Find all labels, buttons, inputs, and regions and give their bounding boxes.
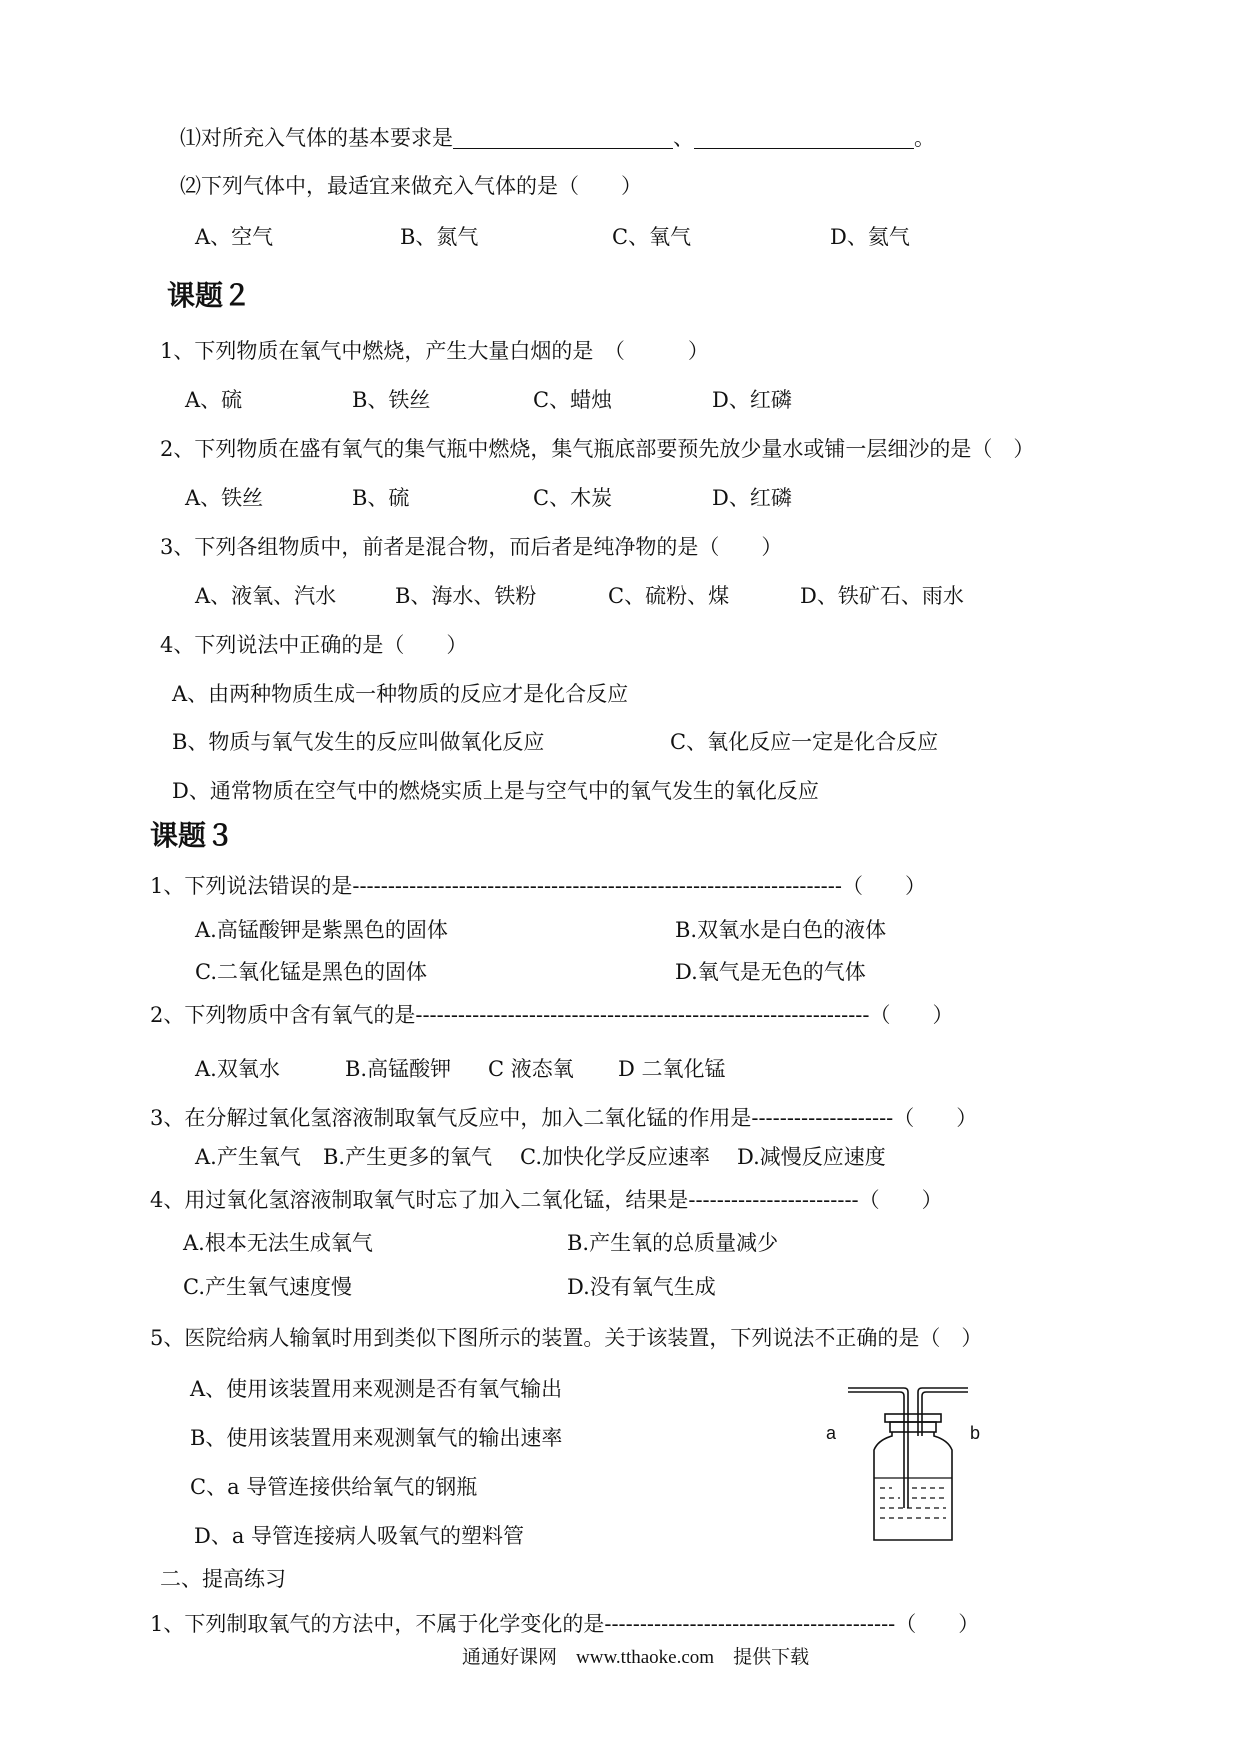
answer-blank[interactable]: [694, 128, 914, 149]
option-c: C、氧气: [612, 225, 692, 249]
separator: 、: [673, 126, 694, 150]
option-a: A.产生氧气: [195, 1145, 301, 1169]
option-d: D、a 导管连接病人吸氧气的塑料管: [194, 1524, 525, 1548]
question-text: 1、下列说法错误的是---------------------------------------------------------------------（ ）: [150, 874, 926, 898]
option-a: A、使用该装置用来观测是否有氧气输出: [190, 1377, 563, 1401]
option-c: C、a 导管连接供给氧气的钢瓶: [190, 1475, 478, 1499]
option-a: A、由两种物质生成一种物质的反应才是化合反应: [172, 682, 629, 706]
question-text: 3、在分解过氧化氢溶液制取氧气反应中，加入二氧化锰的作用是--------------------（ ）: [150, 1106, 978, 1130]
option-a: A、液氧、汽水: [195, 584, 337, 608]
option-b: B、铁丝: [352, 388, 431, 412]
option-b: B.产生氧的总质量减少: [567, 1231, 779, 1255]
option-d: D、红磷: [712, 388, 792, 412]
option-c: C 液态氧: [488, 1057, 574, 1081]
option-c: C.二氧化锰是黑色的固体: [195, 960, 427, 984]
section-heading: 课题３: [150, 819, 235, 852]
gas-bottle-figure: [840, 1378, 980, 1548]
period: 。: [914, 126, 935, 150]
option-d: D、铁矿石、雨水: [800, 584, 964, 608]
question-text: 4、用过氧化氢溶液制取氧气时忘了加入二氧化锰，结果是------------------------（ ）: [150, 1188, 943, 1212]
option-d: D 二氧化锰: [618, 1057, 726, 1081]
question-text: 1、下列物质在氧气中燃烧，产生大量白烟的是 （ ）: [160, 339, 709, 363]
option-c: C.产生氧气速度慢: [183, 1275, 352, 1299]
section-heading: 二、提高练习: [160, 1567, 286, 1591]
question-text: 2、下列物质中含有氧气的是----------------------------------------------------------------（ ）: [150, 1003, 954, 1027]
question-text: 4、下列说法中正确的是（ ）: [160, 633, 468, 657]
question-line: [180, 128, 935, 149]
option-a: A、空气: [195, 225, 274, 249]
option-d: D、通常物质在空气中的燃烧实质上是与空气中的氧气发生的氧化反应: [172, 779, 819, 803]
option-d: D、红磷: [712, 486, 792, 510]
tube-label-a: a: [826, 1423, 837, 1443]
answer-blank[interactable]: [453, 128, 673, 149]
option-b: B、使用该装置用来观测氧气的输出速率: [190, 1426, 563, 1450]
question-text: 5、医院给病人输氧时用到类似下图所示的装置。关于该装置，下列说法不正确的是（ ）: [150, 1326, 983, 1350]
option-a: A.双氧水: [195, 1057, 280, 1081]
option-c: C.加快化学反应速率: [520, 1145, 710, 1169]
option-b: B.高锰酸钾: [345, 1057, 452, 1081]
question-text: 2、下列物质在盛有氧气的集气瓶中燃烧，集气瓶底部要预先放少量水或铺一层细沙的是（ ）: [160, 437, 1035, 461]
option-b: B、物质与氧气发生的反应叫做氧化反应: [172, 730, 545, 754]
option-b: B、海水、铁粉: [395, 584, 537, 608]
option-c: C、硫粉、煤: [608, 584, 730, 608]
question-text: 3、下列各组物质中，前者是混合物，而后者是纯净物的是（ ）: [160, 535, 783, 559]
option-d: D、氦气: [830, 225, 910, 249]
section-heading: 课题２: [167, 279, 252, 312]
option-d: D.减慢反应速度: [737, 1145, 886, 1169]
question-text: 1、下列制取氧气的方法中，不属于化学变化的是-----------------------------------------（ ）: [150, 1612, 980, 1636]
option-c: C、木炭: [533, 486, 613, 510]
option-d: D.氧气是无色的气体: [675, 960, 866, 984]
option-b: B.产生更多的氧气: [323, 1145, 493, 1169]
option-a: A.高锰酸钾是紫黑色的固体: [195, 918, 448, 942]
tube-label-b: b: [970, 1423, 981, 1443]
question-text: ⑵下列气体中，最适宜来做充入气体的是（ ）: [180, 174, 642, 198]
option-c: C、蜡烛: [533, 388, 613, 412]
question-text: ⑴对所充入气体的基本要求是: [180, 126, 453, 150]
option-d: D.没有氧气生成: [567, 1275, 716, 1299]
option-b: B.双氧水是白色的液体: [675, 918, 887, 942]
option-c: C、氧化反应一定是化合反应: [670, 730, 939, 754]
option-b: B、硫: [352, 486, 410, 510]
option-b: B、氮气: [400, 225, 479, 249]
option-a: A.根本无法生成氧气: [183, 1231, 373, 1255]
option-a: A、铁丝: [185, 486, 264, 510]
page-footer: 通通好课网 www.tthaoke.com 提供下载: [462, 1647, 810, 1668]
option-a: A、硫: [185, 388, 243, 412]
